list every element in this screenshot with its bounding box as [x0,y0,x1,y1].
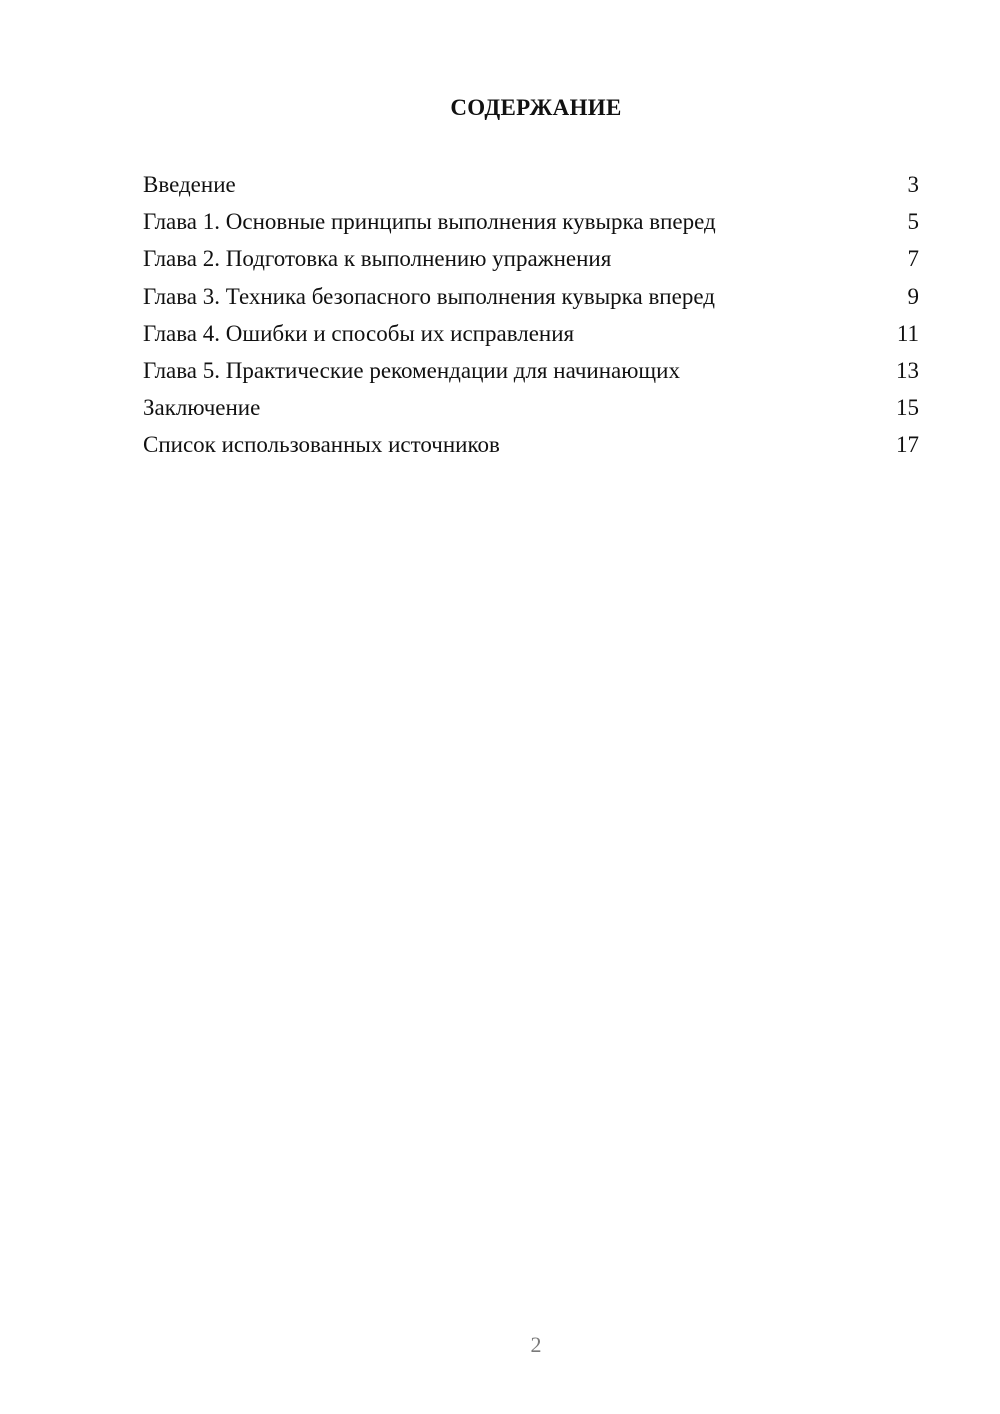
toc-entry-title: Глава 4. Ошибки и способы их исправления [143,320,575,346]
toc-entry-conclusion [143,389,919,426]
toc-entry-title: Список использованных источников [143,432,500,458]
toc-entry-chapter-3 [143,278,919,315]
toc-entry-title: Заключение [143,395,261,421]
toc-entry-chapter-1 [143,203,919,240]
toc-entry-page: 17 [896,432,919,458]
page-title: СОДЕРЖАНИЕ [450,95,622,120]
toc-entry-introduction [143,166,919,203]
toc-entry-page: 5 [907,209,919,235]
toc-entry-page: 9 [907,283,919,309]
toc-entry-page: 13 [896,357,919,383]
toc-entry-title: Глава 1. Основные принципы выполнения кувырка вперед [143,209,716,235]
table-of-contents [143,166,919,464]
toc-entry-page: 11 [896,320,919,346]
toc-entry-chapter-2 [143,240,919,277]
toc-entry-page: 3 [907,172,919,197]
toc-entry-title: Глава 5. Практические рекомендации для начинающих [143,357,680,383]
toc-entry-chapter-5 [143,352,919,389]
toc-entry-title: Глава 3. Техника безопасного выполнения кувырка вперед [143,283,715,309]
page-number: 2 [530,1332,542,1357]
toc-entry-title: Глава 2. Подготовка к выполнению упражнения [143,246,612,272]
toc-entry-page: 15 [896,395,919,421]
toc-entry-page: 7 [907,246,919,272]
toc-entry-chapter-4 [143,315,919,352]
toc-entry-title: Введение [143,172,236,197]
toc-entry-references [143,426,919,463]
